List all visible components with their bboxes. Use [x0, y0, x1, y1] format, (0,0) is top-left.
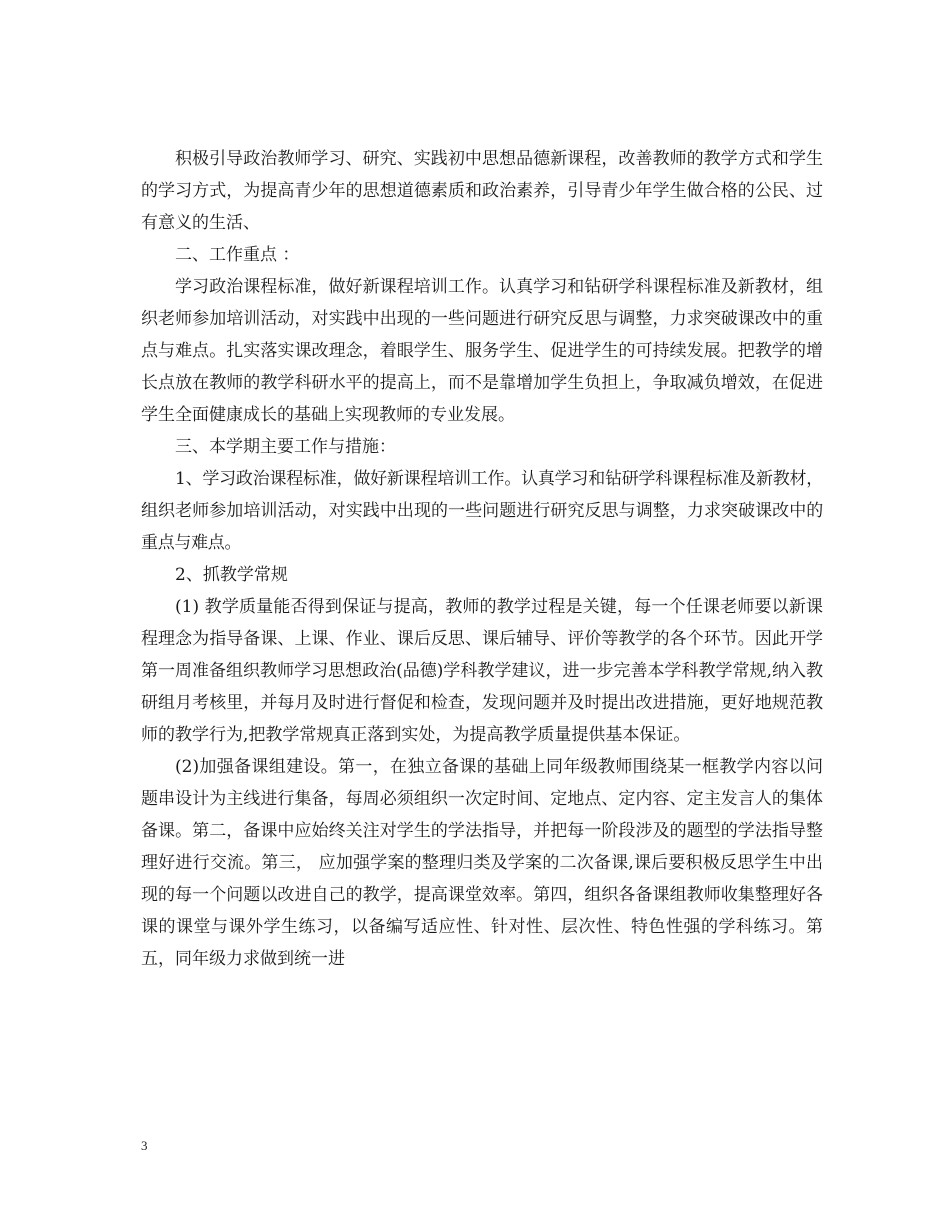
paragraph-task-2-1: (1) 教学质量能否得到保证与提高，教师的教学过程是关键，每一个任课老师要以新课程理念为指导备课、上课、作业、课后反思、课后辅导、评价等教学的各个环节。因此开学第一周准备组织教师学习思想政治(品德)学科教学建议，进一步完善本学科教学常规,纳入教研组月考核里，并每月及时进行督促和检查，发现问题并及时提出改进措施，更好地规范教师的教学行为,把教学常规真正落到实处，为提高教学质量提供基本保证。 [141, 597, 823, 745]
paragraph-task-1: 1、学习政治课程标准，做好新课程培训工作。认真学习和钻研学科课程标准及新教材，组织老师参加培训活动，对实践中出现的一些问题进行研究反思与调整，力求突破课改中的重点与难点。 [141, 469, 823, 553]
heading-main-tasks: 三、本学期主要工作与措施： [175, 437, 396, 457]
document-body [141, 143, 823, 975]
paragraph-work-focus: 学习政治课程标准，做好新课程培训工作。认真学习和钻研学科课程标准及新教材，组织老师参加培训活动，对实践中出现的一些问题进行研究反思与调整，力求突破课改中的重点与难点。扎实落实课改理念，着眼学生、服务学生、促进学生的可持续发展。把教学的增长点放在教师的教学科研水平的提高上，而不是靠增加学生负担上，争取减负增效，在促进学生全面健康成长的基础上实现教师的专业发展。 [141, 277, 823, 425]
heading-task-2: 2、抓教学常规 [175, 565, 288, 585]
page-number: 3 [141, 1138, 148, 1153]
paragraph-task-2-2: (2)加强备课组建设。第一，在独立备课的基础上同年级教师围绕某一框教学内容以问题串设计为主线进行集备，每周必须组织一次定时间、定地点、定内容、定主发言人的集体备课。第二，备课中应始终关注对学生的学法指导，并把每一阶段涉及的题型的学法指导整理好进行交流。第三， 应加强学案的整理归类及学案的二次备课,课后要积极反思学生中出现的每一个问题以改进自己的教学，提高课堂效率。第四，组织各备课组教师收集整理好各课的课堂与课外学生练习，以备编写适应性、针对性、层次性、特色性强的学科练习。第五，同年级力求做到统一进 [141, 757, 823, 969]
heading-work-focus: 二、工作重点 ： [175, 245, 300, 265]
paragraph-intro: 积极引导政治教师学习、研究、实践初中思想品德新课程，改善教师的教学方式和学生的学习方式，为提高青少年的思想道德素质和政治素养，引导青少年学生做合格的公民、过有意义的生活、 [141, 149, 823, 233]
